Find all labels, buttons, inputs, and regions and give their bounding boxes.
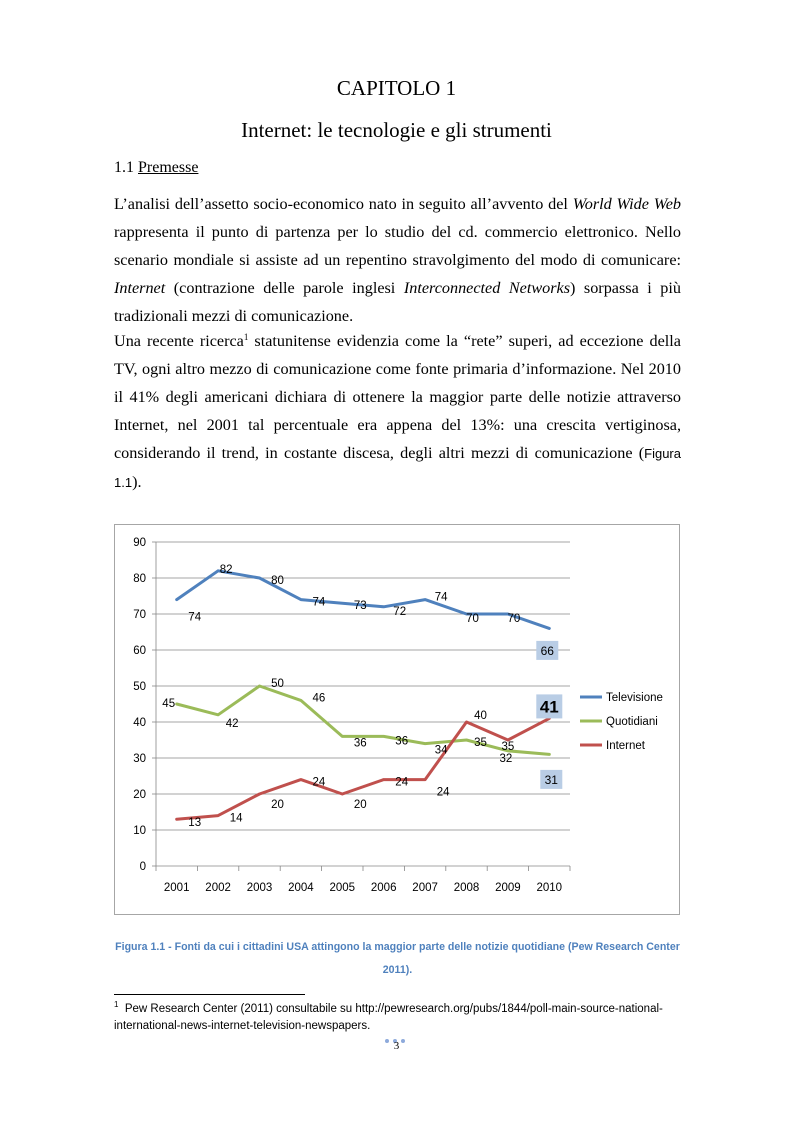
para2-text-2: statunitense evidenzia come la “rete” superi, ad eccezione della TV, ogni altro mezzo di comunicazione come fonte primaria d’informazione. Nel 2010 il 41% degli americani dichiara di ottenere la maggior parte delle notizie attraverso Internet, nel 2001 tal percentuale era appena del 13%: una crescita vertiginosa, considerando il trend, in costante discesa, degli altri mezzi di comunicazione ( xyxy=(114,332,681,462)
y-axis-ticks xyxy=(133,537,146,873)
legend-label-quotidiani: Quotidiani xyxy=(606,716,658,728)
data-label: 24 xyxy=(436,786,450,799)
data-label: 24 xyxy=(395,776,409,789)
data-label: 41 xyxy=(539,697,559,717)
paragraph-2 xyxy=(114,327,681,497)
y-tick-label: 10 xyxy=(133,825,146,837)
y-tick-label: 70 xyxy=(133,609,146,621)
x-tick-label: 2003 xyxy=(246,882,273,894)
footnote-reference[interactable]: 1 xyxy=(243,332,249,342)
para2-text-3: ). xyxy=(132,473,142,491)
data-label: 50 xyxy=(271,678,284,690)
x-tick-label: 2001 xyxy=(163,882,190,894)
data-label: 82 xyxy=(219,563,233,576)
y-tick-label: 50 xyxy=(133,681,146,693)
chart-container xyxy=(114,524,680,915)
section-title: Premesse xyxy=(138,159,199,176)
legend-label-internet: Internet xyxy=(606,740,645,752)
data-label: 80 xyxy=(271,575,284,587)
data-label: 40 xyxy=(474,710,487,722)
para1-emphasis-networks: Interconnected Networks xyxy=(403,279,570,297)
figure-caption: Figura 1.1 - Fonti da cui i cittadini USA attingono la maggior parte delle notizie quotidiane (Pew Research Center 2011). xyxy=(115,941,680,976)
x-tick-label: 2009 xyxy=(495,882,521,894)
x-tick-label: 2002 xyxy=(205,882,231,894)
data-label: 14 xyxy=(229,812,243,825)
legend-label-televisione: Televisione xyxy=(606,692,663,704)
page-number: 3 xyxy=(393,1040,400,1052)
y-tick-label: 90 xyxy=(133,537,146,549)
x-tick-label: 2008 xyxy=(453,882,480,894)
paragraph-1 xyxy=(114,190,681,330)
data-label: 74 xyxy=(188,611,202,624)
data-label: 31 xyxy=(544,772,558,787)
para2-text-1: Una recente ricerca xyxy=(114,332,244,350)
data-labels xyxy=(162,564,562,829)
data-label: 46 xyxy=(312,692,326,705)
x-tick-label: 2006 xyxy=(370,882,397,894)
footnote-number: 1 xyxy=(114,1000,119,1009)
data-label: 74 xyxy=(312,596,326,609)
data-label: 36 xyxy=(395,735,409,748)
legend xyxy=(580,692,663,752)
page-ornament-dots xyxy=(385,1030,411,1038)
data-label: 20 xyxy=(353,799,367,811)
y-tick-label: 30 xyxy=(133,753,146,765)
data-label: 32 xyxy=(499,752,513,765)
data-label: 35 xyxy=(501,741,515,753)
chapter-title: Internet: le tecnologie e gli strumenti xyxy=(241,118,552,142)
y-tick-label: 60 xyxy=(133,645,146,657)
y-tick-label: 0 xyxy=(139,861,146,873)
footnote-separator xyxy=(114,994,305,995)
data-label: 72 xyxy=(393,605,407,618)
data-label: 35 xyxy=(474,737,487,749)
y-tick-label: 80 xyxy=(133,573,146,585)
figure-reference[interactable]: Figura 1.1 xyxy=(114,446,681,490)
para1-text-1: L’analisi dell’assetto socio-economico nato in seguito all’avvento del xyxy=(114,195,573,213)
footnote-text: Pew Research Center (2011) consultabile su http://pewresearch.org/pubs/1844/poll-main-source-national-international-news-internet-television-newspapers. xyxy=(114,1003,663,1032)
y-tick-label: 40 xyxy=(133,717,146,729)
data-label: 36 xyxy=(353,737,367,750)
data-label: 70 xyxy=(466,613,479,625)
para1-emphasis-www: World Wide Web xyxy=(572,195,682,213)
section-heading xyxy=(114,159,198,177)
data-label: 42 xyxy=(225,717,239,730)
x-tick-label: 2010 xyxy=(536,882,563,894)
y-tick-label: 20 xyxy=(133,789,146,801)
section-number: 1.1 xyxy=(114,159,134,176)
data-label: 45 xyxy=(162,698,176,710)
line-chart xyxy=(115,525,679,914)
para1-text-2: rappresenta il punto di partenza per lo studio del cd. commercio elettronico. Nello scenario mondiale si assiste ad un repentino stravolgimento del modo di comunicare: xyxy=(114,223,681,269)
x-tick-label: 2007 xyxy=(412,882,438,894)
para1-emphasis-internet: Internet xyxy=(114,279,166,297)
para1-text-4: ) sorpassa i più tradizionali mezzi di comunicazione. xyxy=(114,279,681,325)
data-label: 34 xyxy=(434,744,448,757)
x-tick-label: 2005 xyxy=(329,882,356,894)
data-label: 20 xyxy=(271,799,284,811)
data-label: 74 xyxy=(434,591,448,604)
axes xyxy=(152,542,570,871)
data-label: 24 xyxy=(312,776,326,789)
data-label: 66 xyxy=(540,643,554,658)
x-axis-ticks xyxy=(164,882,562,894)
data-label: 73 xyxy=(353,600,367,613)
data-label: 70 xyxy=(507,613,521,625)
data-label: 13 xyxy=(188,817,202,830)
x-tick-label: 2004 xyxy=(288,882,314,894)
para1-text-3: (contrazione delle parole inglesi xyxy=(165,279,404,297)
chapter-heading: CAPITOLO 1 xyxy=(336,76,457,100)
